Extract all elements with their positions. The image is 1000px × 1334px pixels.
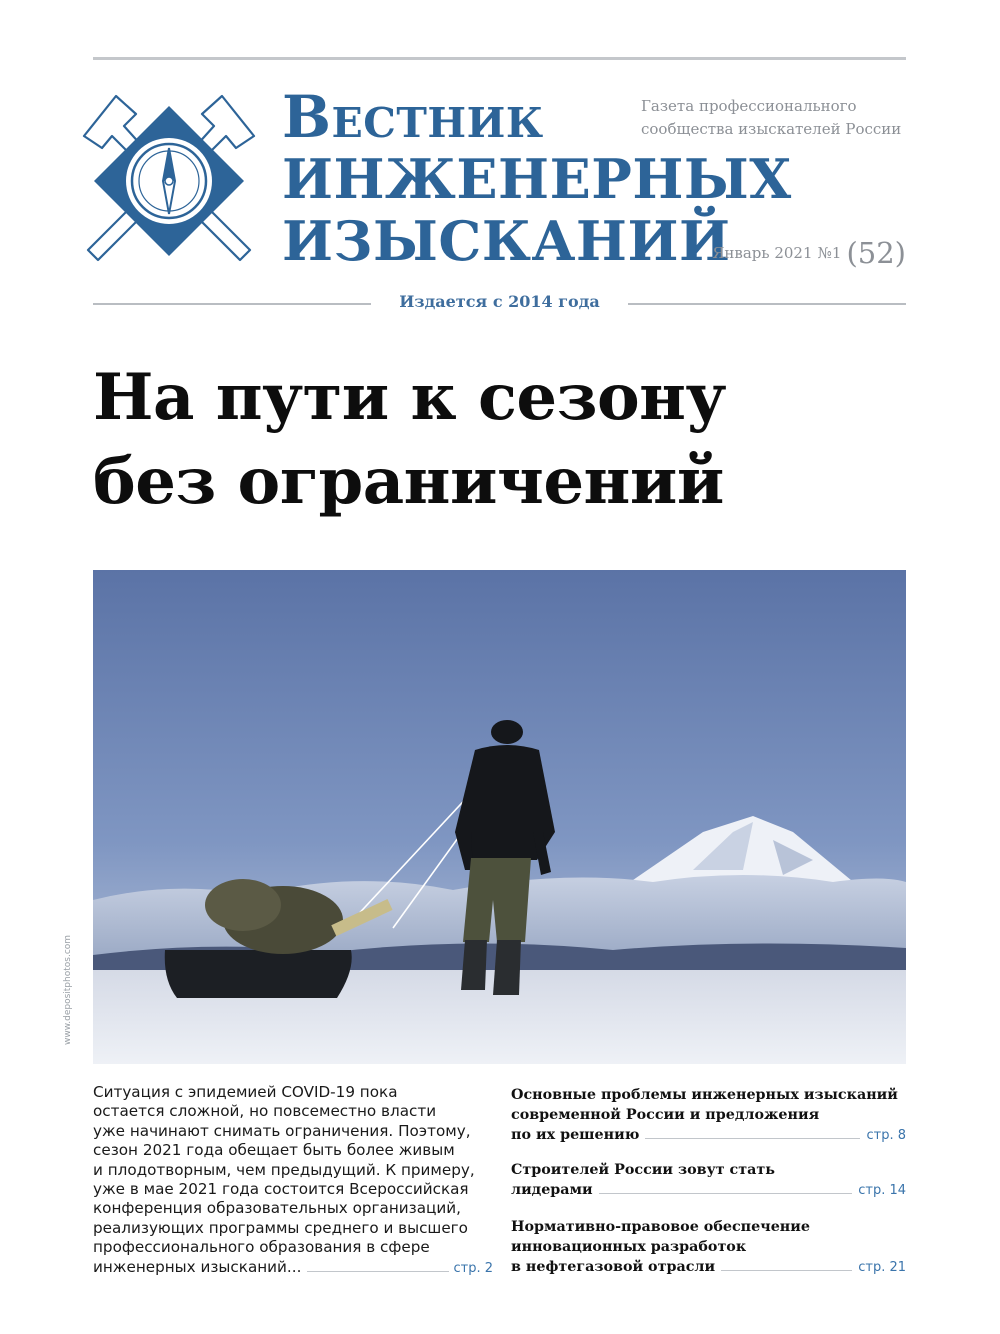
lead-line: Ситуация с эпидемией COVID-19 пока	[93, 1083, 398, 1101]
issue-date: Январь 2021	[712, 244, 813, 262]
lead-article	[93, 1083, 493, 1278]
title-line-2: ИНЖЕНЕРНЫХ	[282, 147, 792, 211]
lead-line: и плодотворным, чем предыдущий. К примеру,	[93, 1160, 475, 1179]
lead-line: уже начинают снимать ограничения. Поэтому,	[93, 1121, 471, 1140]
lead-line: инженерных изысканий...	[93, 1257, 302, 1276]
toc-title-line: в нефтегазовой отрасли	[511, 1259, 716, 1275]
toc-title-line: Нормативно-правовое обеспечение	[511, 1219, 810, 1235]
tagline	[641, 95, 901, 141]
lead-last-line[interactable]	[93, 1258, 493, 1278]
toc-title-line: Строителей России зовут стать	[511, 1162, 775, 1178]
title-line-1: Вестник	[282, 83, 544, 151]
toc-page-ref[interactable]: стр. 21	[858, 1260, 906, 1275]
lead-line: остается сложной, но повсеместно власти	[93, 1102, 437, 1121]
lead-line: профессионального образования в сфере	[93, 1238, 430, 1257]
main-headline	[93, 356, 726, 524]
issue-info	[712, 236, 906, 270]
lead-line: уже в мае 2021 года состоится Всероссийская	[93, 1180, 469, 1199]
lead-page-ref[interactable]: стр. 2	[453, 1260, 493, 1276]
toc-title-line: по их решению	[511, 1127, 640, 1143]
title-line-3: ИЗЫСКАНИЙ	[282, 209, 731, 273]
leader-rule	[721, 1270, 852, 1271]
toc-page-ref[interactable]: стр. 14	[858, 1183, 906, 1198]
since-bar	[93, 291, 906, 317]
issue-number: №1	[817, 244, 842, 262]
tagline-line-1: Газета профессионального	[641, 97, 857, 115]
toc-item[interactable]	[511, 1217, 906, 1278]
toc-title-line: лидерами	[511, 1182, 593, 1198]
lead-line: конференция образовательных организаций,	[93, 1199, 461, 1218]
toc-title-line: Основные проблемы инженерных изысканий	[511, 1087, 898, 1103]
toc-title-line: современной России и предложения	[511, 1107, 820, 1123]
headline-line-1: На пути к сезону	[93, 360, 726, 435]
tagline-line-2: сообщества изыскателей России	[641, 120, 902, 138]
toc-last-line	[511, 1125, 906, 1146]
toc-last-line	[511, 1257, 906, 1278]
leader-rule	[645, 1138, 860, 1139]
lead-line: реализующих программы среднего и высшего	[93, 1218, 468, 1237]
leader-rule	[307, 1271, 449, 1272]
top-rule	[93, 57, 906, 60]
toc-title-line: инновационных разработок	[511, 1239, 747, 1255]
since-rule-right	[628, 303, 906, 305]
toc-last-line	[511, 1180, 906, 1201]
toc-item[interactable]	[511, 1085, 906, 1146]
toc-item[interactable]	[511, 1160, 906, 1201]
headline-line-2: без ограничений	[93, 444, 724, 519]
logo-emblem	[80, 92, 258, 270]
lead-line: сезон 2021 года обещает быть более живым	[93, 1141, 455, 1160]
photo-credit: www.depositphotos.com	[63, 934, 73, 1045]
published-since: Издается с 2014 года	[399, 292, 600, 311]
leader-rule	[599, 1193, 853, 1194]
toc-page-ref[interactable]: стр. 8	[866, 1128, 906, 1143]
cover-photo	[93, 570, 906, 1064]
issue-total: (52)	[846, 236, 906, 270]
